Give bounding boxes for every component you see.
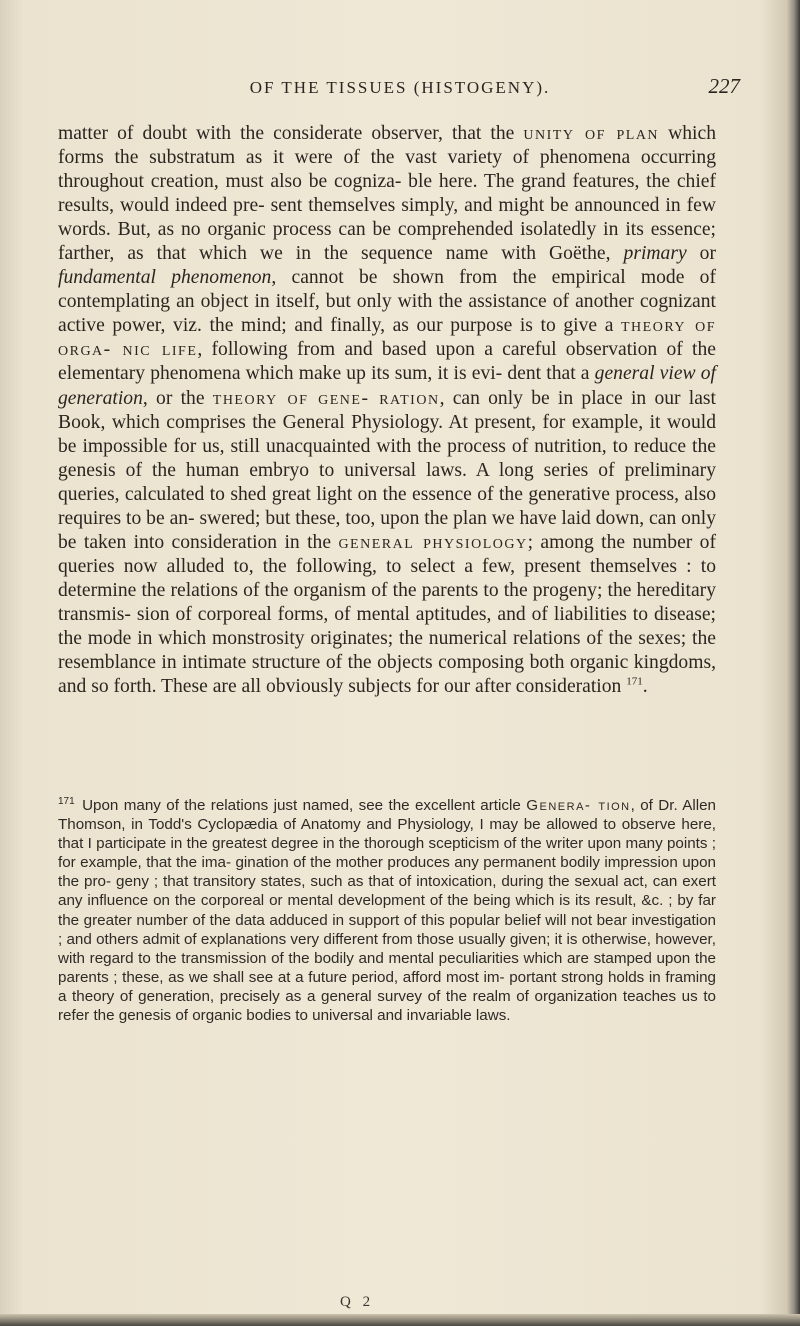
signature-mark: Q 2 [340,1294,375,1310]
body-text-run: . [642,676,648,698]
footnote-number: 171 [58,795,75,807]
body-text-run: ; among the number of queries now alluded to, the following, to select a few, present themselves : to determine the relations of the organism of the parents to the progeny; the hereditary transmis- sion of corporeal forms, of mental aptitudes, and of liabilities to disease; the mode in which monstrosity originates; the numerical relations of the sexes; the resemblance in intimate structure of the objects composing both organic kingdoms, and so forth. These are all obviously subjects for our after consideration [58,531,717,698]
term-fundamental-phenomenon: fundamental phenomenon [58,267,272,289]
body-text-run: , following from and based upon a careful observation of the elementary phenomena which make up its sum, it is evi- dent that a [58,339,716,385]
body-text-run: or [686,243,716,265]
term-general-physiology: general physiology [338,531,528,553]
footnote-reference: 171 [626,675,643,688]
footnote-text-run: , of Dr. Allen Thomson, in Todd's Cyclopædia of Anatomy and Physiology, I may be allowed to observe here, that I participate in the greatest degree in the thorough scepticism of the writer upon many points ; for example, that the ima- gination of the mother produces any permanent bodily impression upon the pro- geny ; that transitory states, such as that of intoxication, during the sexual act, can exert any influence on the corporeal or mental development of the being which is its result, &c. ; by far the greater number of the data adduced in support of this popular belief will not bear investigation ; and others admit of explanations very different from those usually given; it is otherwise, however, with regard to the transmission of the bodily and mental peculiarities which are stamped upon the parents ; these, as we shall see at a future period, afford most im- portant strong holds in framing a theory of generation, precisely as a general survey of the realm of organization teaches us to refer the genesis of organic bodies to universal and invariable laws. [58,797,716,1025]
body-text-run: , can only be in place in our last Book, which comprises the General Physiology. At present, for example, it would be impossible for us, still unacquainted with the process of nutrition, to reduce the genesis of the human embryo to universal laws. A long series of preliminary queries, calculated to shed great light on the essence of the generative process, also requires to be an- swered; but these, too, upon the plan we have laid down, can only be taken into consideration in the [58,387,717,553]
footnote-text-run: Upon many of the relations just named, see the excellent article [76,797,527,814]
main-paragraph [58,122,716,699]
running-head: OF THE TISSUES (HISTOGENY). [249,78,551,97]
term-theory-of-generation: theory of gene- ration [212,387,440,409]
body-text-run: , cannot be shown from the empirical mode of contemplating an object in itself, but only with the assistance of another cognizant active power, viz. the mind; and finally, as our purpose is to give a [58,267,716,337]
page-header [60,74,740,112]
page-number: 227 [708,74,740,98]
term-unity-of-plan: unity of plan [523,123,660,144]
book-spine-edge [786,0,800,1326]
term-general-view-of-generation: general view of generation [58,363,716,409]
footnote [58,796,716,1025]
term-theory-of-organic-life: theory of orga- nic life [58,315,716,361]
paragraph [58,122,716,699]
body-text-run: , or the [142,387,213,409]
body-text-run: matter of doubt with the considerate observer, that the [58,123,524,144]
term-primary: primary [623,243,687,265]
page-bottom-edge [0,1314,800,1326]
footnote-paragraph [58,796,716,1025]
body-text-run: which forms the substratum as it were of the vast variety of phenomena occurring throughout creation, must also be cogniza- ble here. The grand features, the chief results, would indeed pre- sent themselves simply, and might be announced in few words. But, as no organic process can be comprehended isolatedly in its essence; farther, as that which we in the sequence name with Goëthe, [58,123,716,265]
term-generation: Genera- tion [526,797,631,814]
